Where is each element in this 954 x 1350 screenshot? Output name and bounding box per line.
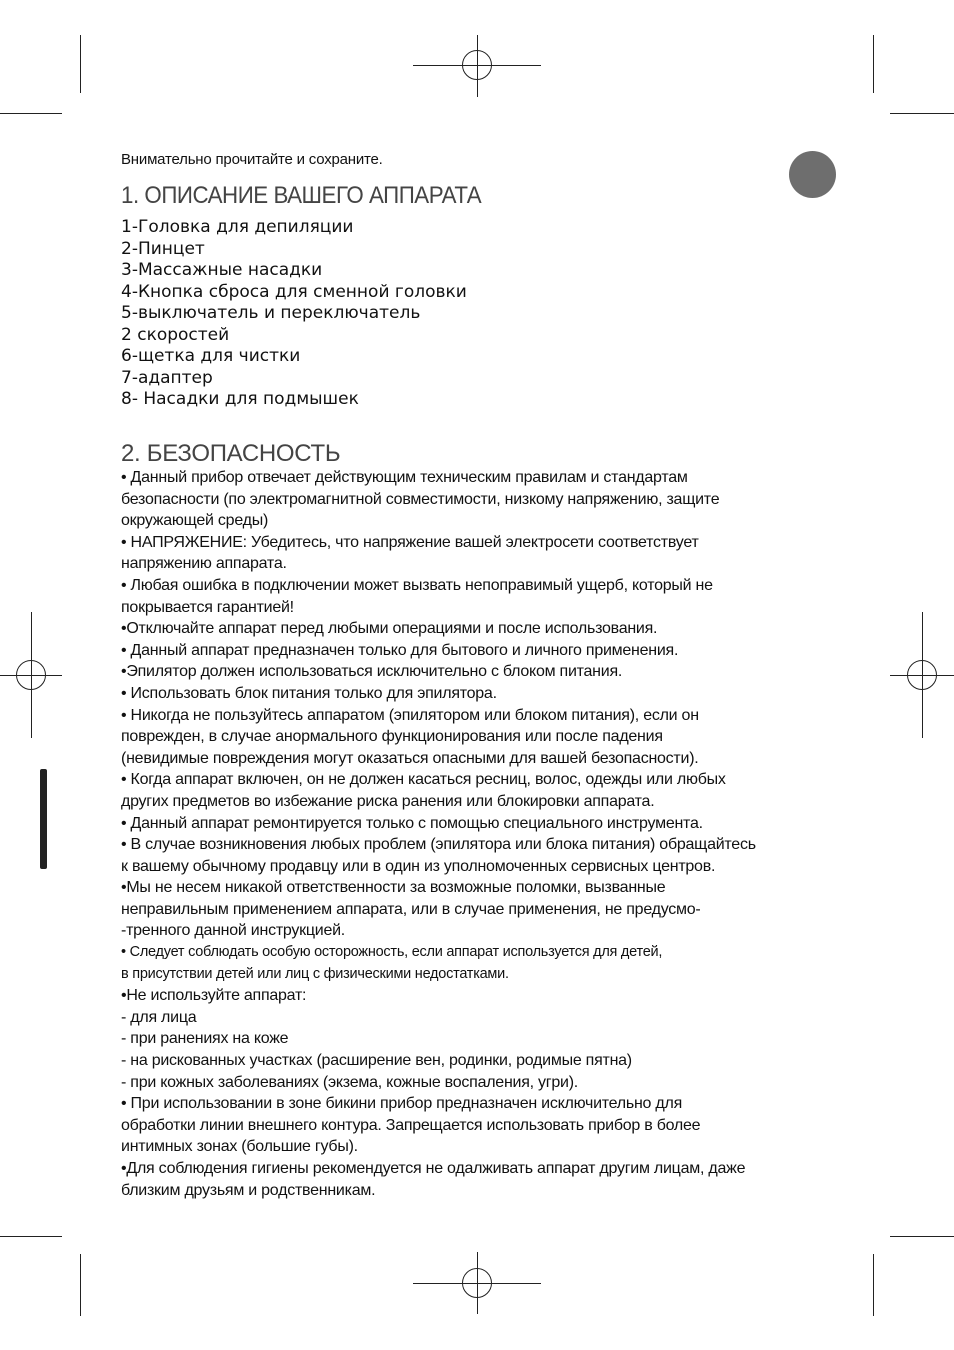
safety-item: • Никогда не пользуйтесь аппаратом (эпилятором или блоком питания), если он поврежден, в случае анормального функционирования или после падения (невидимые повреждения могут оказаться опасными для вашей безопасности).	[121, 706, 699, 767]
section-1-title: 1. ОПИСАНИЕ ВАШЕГО АППАРАТА	[121, 182, 482, 209]
crop-mark-bottom-right-v	[873, 1254, 874, 1316]
safety-item: •Мы не несем никакой ответственности за возможные поломки, вызванные неправильным применением аппарата, или в случае применения, не предусмо- -тренного данной инструкцией.	[121, 879, 701, 940]
crop-mark-bottom-left-h	[0, 1236, 62, 1237]
parts-list	[121, 217, 467, 411]
intro-text: Внимательно прочитайте и сохраните.	[121, 151, 383, 168]
safety-item: • Данный аппарат предназначен только для бытового и личного применения.	[121, 641, 679, 659]
safety-item: •Для соблюдения гигиены рекомендуется не одалживать аппарат другим лицам, даже близким друзьям и родственникам.	[121, 1160, 746, 1199]
list-item: 6-щетка для чистки	[121, 346, 301, 366]
list-item: 2 скоростей	[121, 324, 230, 345]
crop-mark-top-right-h	[890, 113, 954, 114]
safety-item: • В случае возникновения любых проблем (эпилятора или блока питания) обращайтесь к вашему обычному продавцу или в один из уполномоченных сервисных центров.	[121, 836, 756, 875]
safety-item: •Эпилятор должен использоваться исключительно с блоком питания.	[121, 663, 623, 681]
safety-item: • НАПРЯЖЕНИЕ: Убедитесь, что напряжение вашей электросети соответствует напряжению аппарата.	[121, 533, 699, 573]
section-2-title: 2. БЕЗОПАСНОСТЬ	[121, 440, 341, 467]
language-tab-dot	[789, 151, 836, 198]
list-item: 7-адаптер	[121, 367, 213, 388]
list-item: 4-Кнопка сброса для сменной головки	[121, 281, 467, 302]
crop-mark-bottom-left-v	[80, 1254, 81, 1316]
safety-list	[121, 467, 841, 1201]
safety-item: • Любая ошибка в подключении может вызвать непоправимый ущерб, который не покрывается гарантией!	[121, 576, 713, 616]
list-item: 5-выключатель и переключатель	[121, 303, 421, 323]
list-item: 3-Массажные насадки	[121, 260, 323, 280]
safety-item: • Следует соблюдать особую осторожность, если аппарат используется для детей, в присутствии детей или лиц с физическими недостатками.	[121, 944, 663, 982]
crop-mark-top-left-v	[80, 35, 81, 93]
registration-mark-top	[462, 50, 492, 80]
list-item: 2-Пинцет	[121, 238, 205, 259]
safety-item: •Отключайте аппарат перед любыми операциями и после использования.	[121, 620, 658, 638]
crop-mark-bottom-right-h	[890, 1236, 954, 1237]
crop-mark-top-left-h	[0, 113, 62, 114]
crop-mark-top-right-v	[873, 35, 874, 93]
safety-item: • Использовать блок питания только для эпилятора.	[121, 684, 497, 702]
safety-item: • Данный прибор отвечает действующим техническим правилам и стандартам безопасности (по электромагнитной совместимости, низкому напряжению, защите окружающей среды)	[121, 469, 720, 530]
safety-item: • Данный аппарат ремонтируется только с помощью специального инструмента.	[121, 814, 703, 832]
safety-item: • При использовании в зоне бикини прибор предназначен исключительно для обработки линии внешнего контура. Запрещается использовать прибор в более интимных зонах (большие губы).	[121, 1095, 701, 1156]
registration-mark-bottom	[462, 1268, 492, 1298]
list-item: 8- Насадки для подмышек	[121, 389, 359, 409]
safety-item: •Не используйте аппарат: - для лица - при ранениях на коже - на рискованных участках (расширение вен, родинки, родимые пятна) - при кожных заболеваниях (экзема, кожные воспаления, угри).	[121, 987, 632, 1091]
side-tab-bar	[40, 769, 47, 869]
registration-mark-right	[907, 660, 937, 690]
list-item: 1-Головка для депиляции	[121, 217, 354, 237]
safety-item: • Когда аппарат включен, он не должен касаться ресниц, волос, одежды или любых других предметов во избежание риска ранения или блокировки аппарата.	[121, 771, 726, 810]
registration-mark-left	[16, 660, 46, 690]
